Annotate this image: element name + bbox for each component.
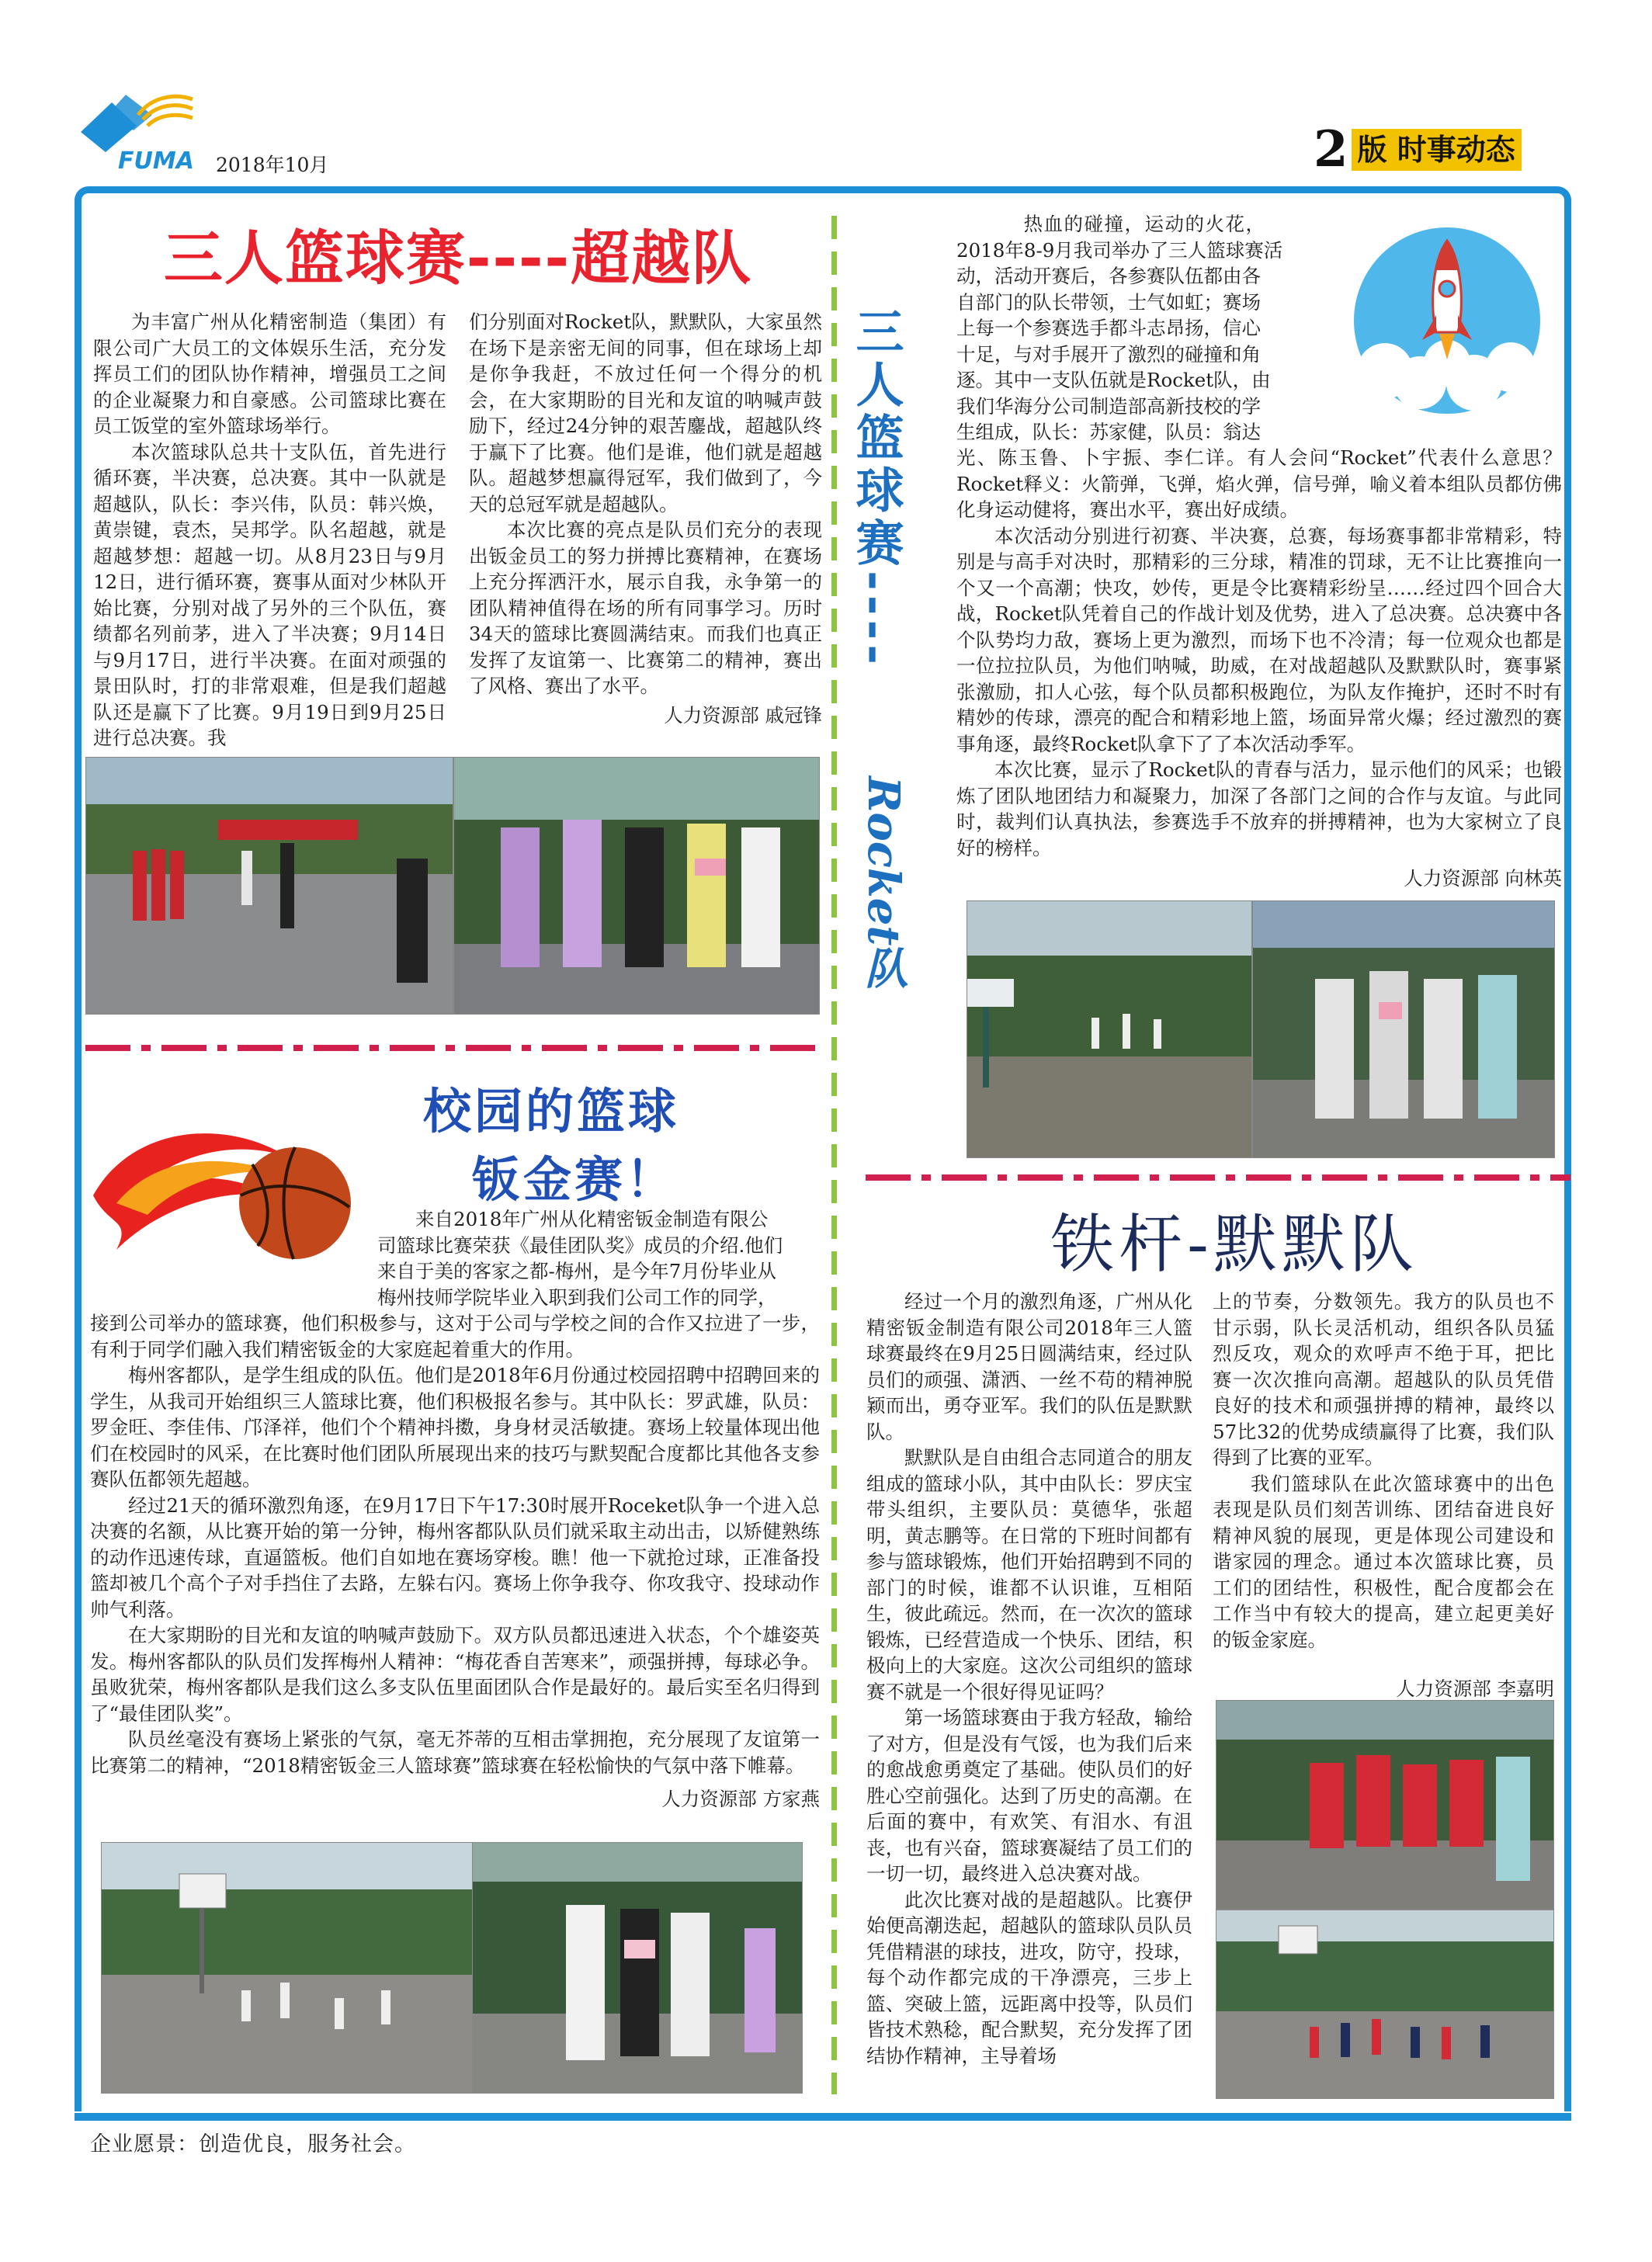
article3-body: [90, 1310, 820, 1813]
frame-bottom-line: [75, 2113, 1571, 2121]
article2-paragraph: 本次活动分别进行初赛、半决赛，总赛，每场赛事都非常精彩，特别是与高手对决时，那精彩的三分球，精准的罚球，无不让比赛推向一个又一个高潮；快攻，妙传，更是令比赛精彩纷呈……经过四个回合大战，Rocket队凭着自己的作战计划及优势，进入了总决赛。总决赛中各个队势均力敌，赛场上更为激烈，而场下也不冷清；每一位观众也都是一位拉拉队员，为他们呐喊，助威，在对战超越队及默默队时，赛事紧张激励，扣人心弦，每个队员都积极跑位，为队友作掩护，还时不时有精妙的传球，漂亮的配合和精彩地上篮，场面异常火爆；经过激烈的赛事角逐，最终Rocket队拿下了了本次活动季军。: [956, 524, 1562, 755]
issue-date: 2018年10月: [216, 154, 329, 176]
basketball-court-teams-photo: [85, 757, 453, 1015]
article2-signature: 人力资源部 向林英: [1404, 867, 1562, 890]
intro-line: 逐。其中一支队伍就是Rocket队，由: [956, 369, 1271, 391]
article2-intro: [956, 211, 1333, 446]
article4-column1: [866, 1289, 1192, 2069]
article2-body: [956, 445, 1562, 892]
intro-line: 十足，与对手展开了激烈的碰撞和角: [956, 342, 1261, 366]
article3-paragraph: 经过21天的循环激烈角逐，在9月17日下午17:30时展开Roceket队争一个进入总决赛的名额，从比赛开始的第一分钟，梅州客都队队员们就采取主动出击，以矫健熟练的动作迅速传球，直逼篮板。他们自如地在赛场穿梭。瞧！他一下就抢过球，正准备投篮却被几个高个子对手挡住了去路，左躲右闪。赛场上你争我夺、你攻我守、投球动作帅气利落。: [90, 1494, 820, 1621]
intro-line: 来自2018年广州从化精密钣金制造有限公: [415, 1208, 769, 1230]
intro-line: 司篮球比赛荣获《最佳团队奖》成员的介绍.他们: [377, 1233, 783, 1257]
team-award-group-photo: [453, 757, 820, 1015]
article2-vertical-title: 三人篮球赛----: [848, 307, 904, 669]
article1-column2: [469, 309, 822, 728]
article3-paragraph: 梅州客都队，是学生组成的队伍。他们是2018年6月份通过校园招聘中招聘回来的学生，从我司开始组织三人篮球比赛，他们积极报名参与。其中队长：罗武雄，队员：罗金旺、李佳伟、邝泽祥，他们个个精神抖擞，身身材灵活敏捷。赛场上较量体现出他们在校园时的风采，在比赛时他们团队所展现出来的技巧与默契配合度都比其他各支参赛队伍都领先超越。: [90, 1364, 820, 1490]
article4-title: 铁杆-默默队: [1050, 1208, 1418, 1282]
article3-title-line2: 钣金赛！: [471, 1151, 677, 1208]
article1-signature: 人力资源部 戚冠锋: [664, 703, 822, 727]
edition-number: 2: [1314, 120, 1348, 179]
article1-paragraph: 们分别面对Rocket队，默默队，大家虽然在场下是亲密无间的同事，但在球场上却是你争我赶，不放过任何一个得分的机会，在大家期盼的目光和友谊的呐喊声鼓励下，经过24分钟的艰苦鏖战，超越队终于赢下了比赛。他们是谁，他们就是超越队。超越梦想赢得冠军，我们做到了，今天的总冠军就是超越队。: [469, 311, 822, 515]
article1-column1: [93, 309, 446, 751]
campus-team-award-photo: [472, 1842, 803, 2094]
edition-badge: [1314, 120, 1522, 179]
rocket-launch-illustration: [1338, 224, 1556, 418]
article4-paragraph: 经过一个月的激烈角逐，广州从化精密钣金制造有限公司2018年三人篮球赛最终在9月25日圆满结束，经过队员们的顽强、潇洒、一丝不苟的精神脱颖而出，勇夺亚军。我们的队伍是默默队。: [866, 1290, 1192, 1443]
article4-column2: [1213, 1289, 1554, 1702]
article1-paragraph: 本次篮球队总共十支队伍，首先进行循环赛，半决赛，总决赛。其中一队就是超越队，队长：李兴伟，队员：韩兴焕，黄崇键，袁杰，吴邦学。队名超越，就是超越梦想：超越一切。从8月23日与9月12日，进行循环赛，赛事从面对少林队开始比赛，分别对战了另外的三个队伍，赛绩都名列前茅，进入了半决赛；9月14日与9月17日，进行半决赛。在面对顽强的景田队时，打的非常艰难，但是我们超越队还是赢下了比赛。9月19日到9月25日进行总决赛。我: [93, 440, 446, 749]
intro-line: 我们华海分公司制造部高新技校的学: [956, 394, 1261, 418]
section-divider-left: [85, 1045, 821, 1051]
article4-paragraph: 我们篮球队在此次篮球赛中的出色表现是队员们刻苦训练、团结奋进良好精神风貌的展现，更是体现公司建设和谐家园的理念。通过本次篮球比赛，员工们的团结性，积极性，配合度都会在工作当中有较大的提高，建立起更美好的钣金家庭。: [1213, 1472, 1554, 1651]
column-divider-vertical: [831, 216, 837, 2094]
article3-paragraph: 接到公司举办的篮球赛，他们积极参与，这对于公司与学校之间的合作又拉进了一步，有利于同学们融入我们精密钣金的大家庭起着重大的作用。: [90, 1312, 820, 1361]
logo-text: FUMA: [118, 147, 194, 175]
intro-line: 动，活动开赛后，各参赛队伍都由各: [956, 265, 1261, 287]
momo-team-red-jerseys-photo: [1216, 1700, 1554, 1910]
intro-line: 生组成，队长：苏家健，队员：翁达: [956, 421, 1261, 443]
article3-intro: [377, 1206, 820, 1310]
article4-paragraph: 默默队是自由组合志同道合的朋友组成的篮球小队，其中由队长：罗庆宝带头组织，主要队员：莫德华，张超明，黄志鹏等。在日常的下班时间都有参与篮球锻炼，他们开始招聘到不同的部门的时候，谁都不认识谁，互相陌生，彼此疏远。然而，在一次次的篮球锻炼，已经营造成一个快乐、团结，积极向上的大家庭。这次公司组织的篮球赛不就是一个很好得见证吗？: [866, 1446, 1192, 1703]
momo-team-game-photo: [1216, 1910, 1554, 2099]
article1-paragraph: 本次比赛的亮点是队员们充分的表现出钣金员工的努力拼搏比赛精神，在赛场上充分挥洒汗水，展示自我，永争第一的团队精神值得在场的所有同事学习。历时34天的篮球比赛圆满结束。而我们也真正发挥了友谊第一、比赛第二的精神，赛出了风格、赛出了水平。: [469, 519, 822, 697]
article2-paragraph: 光、陈玉鲁、卜宇振、李仁详。有人会问“Rocket”代表什么意思？ Rocket释义：火箭弹，飞弹，焰火弹，信号弹，喻义着本组队员都仿佛化身运动健将，赛出水平，赛出好成绩。: [956, 446, 1562, 521]
rocket-icon: [1338, 224, 1556, 418]
intro-line: 梅州技师学院毕业入职到我们公司工作的同学，: [377, 1285, 777, 1309]
intro-line: 自部门的队长带领，士气如虹；赛场: [956, 290, 1261, 314]
article4-signature: 人力资源部 李嘉明: [1396, 1677, 1554, 1700]
intro-line: 热血的碰撞，运动的火花，: [1023, 213, 1266, 235]
article1-title: 三人篮球赛----超越队: [163, 224, 753, 293]
article4-paragraph: 上的节奏，分数领先。我方的队员也不甘示弱，队长灵活机动，组织各队员猛烈反攻，观众的欢呼声不绝于耳，把比赛一次次推向高潮。超越队的队员凭借良好的技术和顽强拼搏的精神，最终以57比32的优势成绩赢得了比赛，我们队得到了比赛的亚军。: [1213, 1290, 1554, 1469]
fuma-logo-icon: [78, 92, 194, 154]
article3-paragraph: 队员丝毫没有赛场上紧张的气氛，毫无芥蒂的互相击掌拥抱，充分展现了友谊第一比赛第二的精神，“2018精密钣金三人篮球赛”篮球赛在轻松愉快的气氛中落下帷幕。: [90, 1728, 820, 1777]
footer-motto: 企业愿景：创造优良，服务社会。: [90, 2132, 416, 2156]
fuma-logo: [78, 92, 194, 177]
article4-paragraph: 此次比赛对战的是超越队。比赛伊始便高潮迭起，超越队的篮球队员队员凭借精湛的球技，进攻，防守，投球，每个动作都完成的干净漂亮，三步上篮、突破上篮，远距离中投等，队员们皆技术熟稔，配合默契，充分发挥了团结协作精神，主导着场: [866, 1888, 1192, 2067]
article3-signature: 人力资源部 方家燕: [661, 1788, 820, 1810]
flaming-basketball-icon: [85, 1110, 357, 1281]
article2-paragraph: 本次比赛，显示了Rocket队的青春与活力，显示他们的风采；也锻炼了团队地团结力和凝聚力，加深了各部门之间的合作与友谊。与此同时，裁判们认真执法，参赛选手不放弃的拼搏精神，也为大家树立了良好的榜样。: [956, 758, 1562, 859]
campus-match-court-photo: [101, 1842, 474, 2094]
rocket-team-court-photo: [967, 900, 1252, 1158]
rocket-team-players-photo: [1252, 900, 1555, 1158]
article1-paragraph: 为丰富广州从化精密制造（集团）有限公司广大员工的文体娱乐生活，充分发挥员工们的团队协作精神，增强员工之间的企业凝聚力和自豪感。公司篮球比赛在员工饭堂的室外篮球场举行。: [93, 311, 446, 437]
article3-paragraph: 在大家期盼的目光和友谊的呐喊声鼓励下。双方队员都迅速进入状态，个个雄姿英发。梅州客都队的队员们发挥梅州人精神：“梅花香自苦寒来”，顽强拼搏，每球必争。虽败犹荣，梅州客都队是我们这么多支队伍里面团队合作是最好的。最后实至名归得到了“最佳团队奖”。: [90, 1624, 820, 1725]
article4-paragraph: 第一场篮球赛由于我方轻敌，输给了对方，但是没有气馁，也为我们后来的愈战愈勇奠定了基础。使队员们的好胜心空前强化。达到了历史的高潮。在后面的赛中，有欢笑、有泪水、有沮丧，也有兴奋，篮球赛凝结了员工们的一切一切，最终进入总决赛对战。: [866, 1706, 1192, 1885]
article3-title-line1: 校园的篮球: [422, 1083, 679, 1140]
section-divider-right: [866, 1174, 1570, 1181]
intro-line: 2018年8-9月我司举办了三人篮球赛活: [956, 238, 1283, 262]
intro-line: 来自于美的客家之都-梅州，是今年7月份毕业从: [377, 1260, 776, 1282]
article2-vertical-script: Rocket队: [858, 776, 909, 990]
edition-label: 版 时事动态: [1352, 129, 1522, 171]
intro-line: 上每一个参赛选手都斗志昂扬，信心: [956, 317, 1261, 339]
flaming-basketball-illustration: [85, 1110, 357, 1281]
